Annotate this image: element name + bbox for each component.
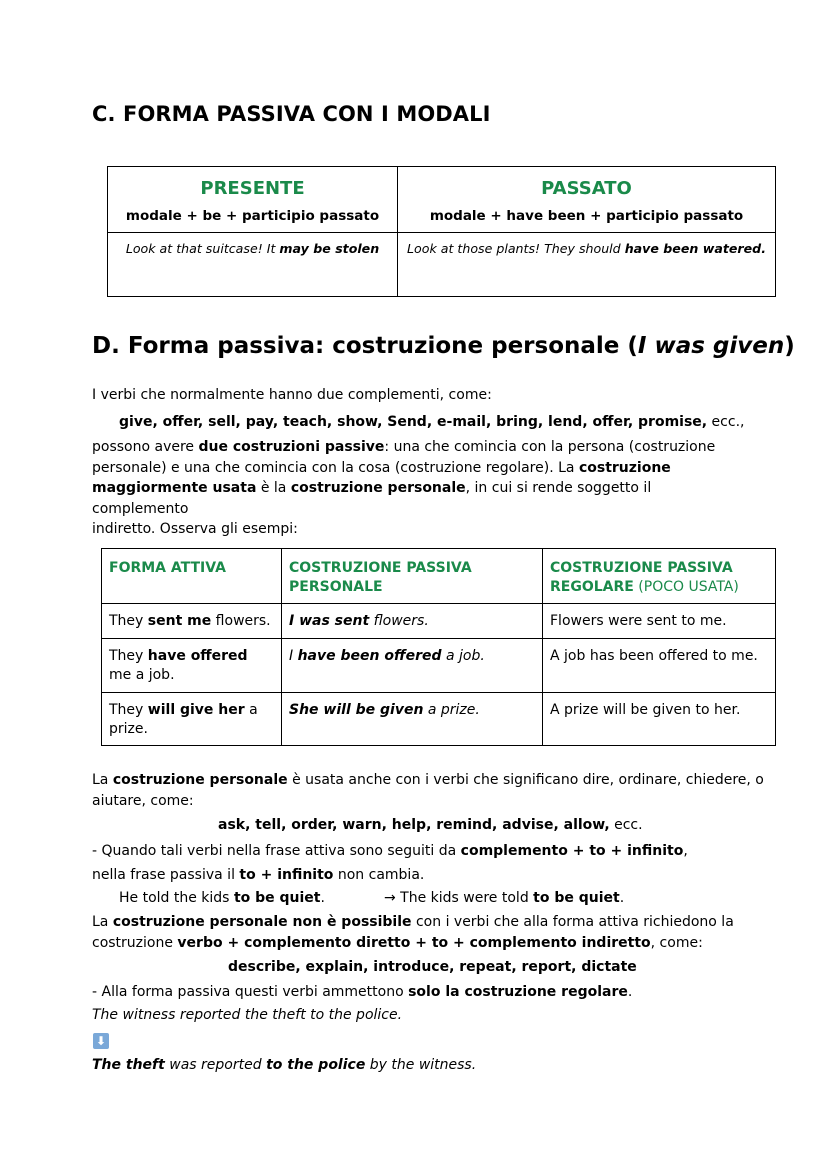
personal-header: COSTRUZIONE PASSIVA PERSONALE: [282, 549, 543, 604]
present-header-cell: [108, 167, 398, 233]
present-heading: PRESENTE: [200, 178, 305, 199]
verbs-list-2: ask, tell, order, warn, help, remind, advise, allow, ecc.: [218, 817, 643, 833]
paragraph-4: La costruzione personale non è possibile con i verbi che alla forma attiva richiedono la costruzione verbo + complemento diretto + to + complemento indiretto, come:: [92, 914, 734, 951]
past-header-cell: [398, 167, 776, 233]
past-heading: PASSATO: [541, 178, 632, 199]
intro-text: I verbi che normalmente hanno due complementi, come:: [92, 387, 492, 403]
table-cell: I have been offered a job.: [282, 639, 543, 693]
paragraph-3: - Quando tali verbi nella frase attiva sono seguiti da complemento + to + infinito, nella frase passiva il to + infinito non cambia.: [92, 843, 688, 883]
personal-passive-table: [101, 548, 776, 746]
table-cell: Flowers were sent to me.: [543, 604, 776, 639]
past-example: Look at those plants! They should have been watered.: [398, 233, 776, 297]
table-cell: I was sent flowers.: [282, 604, 543, 639]
section-d-title: D. Forma passiva: costruzione personale (I was given): [92, 333, 795, 359]
section-c-title: C. FORMA PASSIVA CON I MODALI: [92, 102, 491, 126]
modal-passive-table: [107, 166, 776, 297]
verbs-list-1: give, offer, sell, pay, teach, show, Send, e-mail, bring, lend, offer, promise, ecc.,: [119, 414, 745, 430]
table-cell: They will give her a prize.: [102, 693, 282, 746]
example-active: He told the kids to be quiet.: [119, 890, 325, 906]
example-2-passive: The theft was reported to the police by the witness.: [92, 1057, 477, 1073]
down-arrow-icon: ⬇: [93, 1033, 109, 1049]
table-cell: A prize will be given to her.: [543, 693, 776, 746]
paragraph-2: La costruzione personale è usata anche con i verbi che significano dire, ordinare, chiedere, o aiutare, come:: [92, 772, 764, 809]
example-2-arrow: [93, 1031, 109, 1052]
present-formula: modale + be + participio passato: [125, 208, 380, 224]
table-cell: A job has been offered to me.: [543, 639, 776, 693]
example-2-active: The witness reported the theft to the police.: [92, 1007, 403, 1023]
regular-header: COSTRUZIONE PASSIVA REGOLARE (POCO USATA): [543, 549, 776, 604]
verbs-list-3: describe, explain, introduce, repeat, report, dictate: [228, 959, 637, 975]
table-cell: She will be given a prize.: [282, 693, 543, 746]
past-formula: modale + have been + participio passato: [429, 208, 744, 224]
table-cell: They have offered me a job.: [102, 639, 282, 693]
example-passive: → The kids were told to be quiet.: [384, 890, 625, 906]
paragraph-5: - Alla forma passiva questi verbi ammettono solo la costruzione regolare.: [92, 984, 633, 1000]
table-cell: They sent me flowers.: [102, 604, 282, 639]
paragraph-1: possono avere due costruzioni passive: una che comincia con la persona (costruzione personale) e una che comincia con la cosa (costruzione regolare). La costruzione maggiormente usata è la costruzione personale, in cui si rende soggetto il complemento indiretto. Osserva gli esempi:: [92, 439, 716, 537]
active-header: FORMA ATTIVA: [102, 549, 282, 604]
present-example: Look at that suitcase! It may be stolen: [108, 233, 398, 297]
